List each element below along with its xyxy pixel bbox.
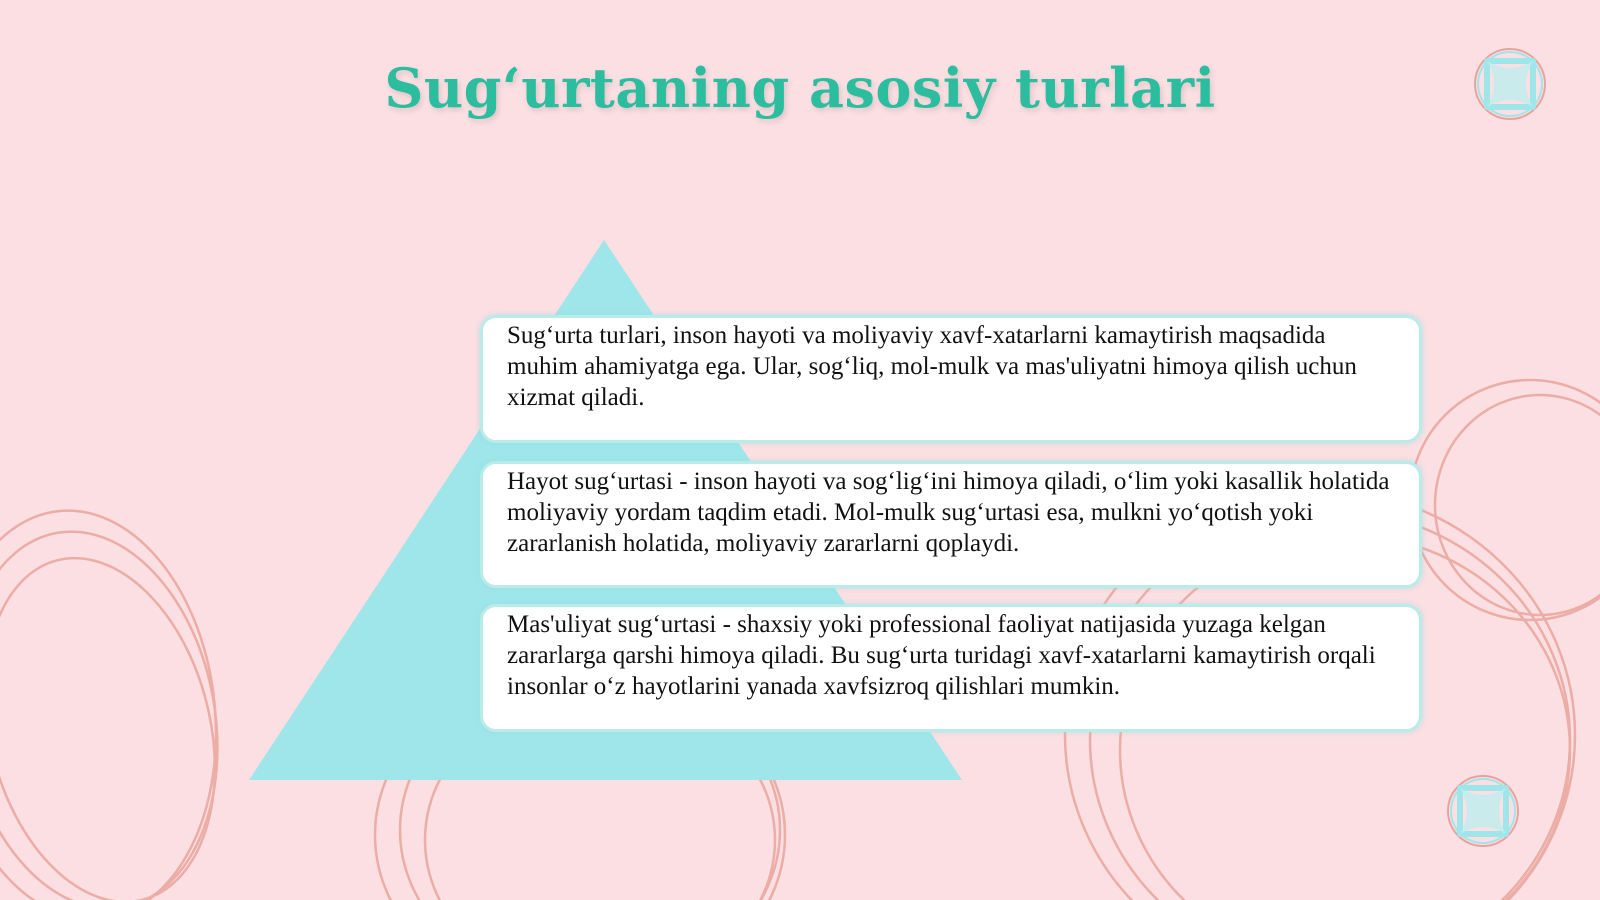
bottom-right-ornament-icon <box>1446 774 1520 848</box>
text-block-liability: Mas'uliyat sug‘urtasi - shaxsiy yoki professional faoliyat natijasida yuzaga kelgan zararlarga qarshi himoya qiladi. Bu sug‘urta turidagi xavf-xatarlarni kamaytirish orqali insonlar o‘z hayotlarini yanada xavfsizroq qilishlari mumkin. <box>480 604 1422 732</box>
text-block-life-property: Hayot sug‘urtasi - inson hayoti va sog‘lig‘ini himoya qiladi, o‘lim yoki kasallik holatida moliyaviy yordam taqdim etadi. Mol-mulk sug‘urtasi esa, mulkni yo‘qotish yoki zararlanish holatida, moliyaviy zararlarni qoplaydi. <box>480 461 1422 588</box>
text-block-overview: Sug‘urta turlari, inson hayoti va moliyaviy xavf-xatarlarni kamaytirish maqsadida muhim ahamiyatga ega. Ular, sog‘liq, mol-mulk va mas'uliyatni himoya qilish uchun xizmat qiladi. <box>480 315 1422 443</box>
slide-title: Sug‘urtaning asosiy turlari <box>384 56 1216 120</box>
